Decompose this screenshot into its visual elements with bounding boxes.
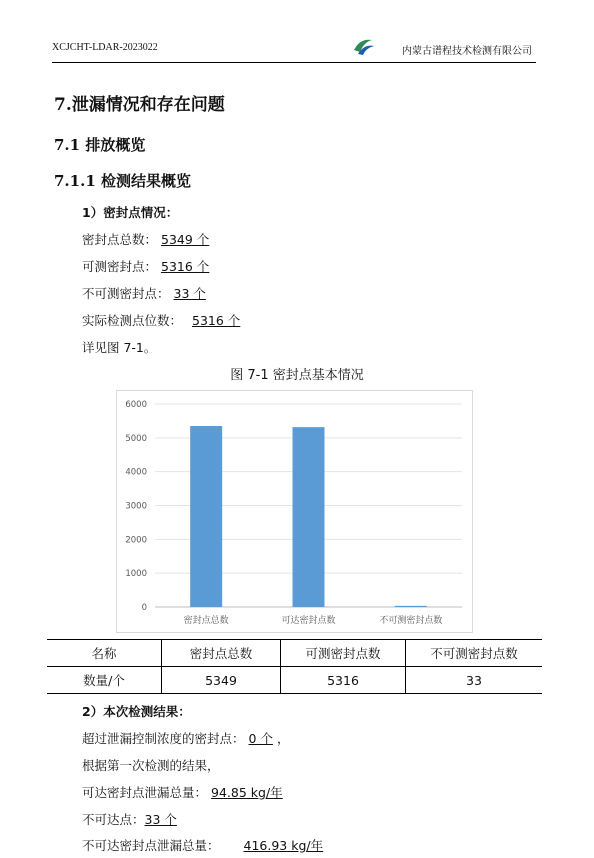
table-header-cell: 密封点总数: [162, 640, 281, 667]
section-heading-7-1: 7.1 排放概览: [54, 136, 146, 154]
section-heading-7: 7.泄漏情况和存在问题: [54, 95, 225, 115]
sealing-summary-table: [47, 639, 542, 694]
sealing-actual-label: 实际检测点位数：: [82, 313, 183, 328]
x-category-label: 不可测密封点数: [379, 616, 443, 626]
sealing-total-line: [82, 230, 213, 248]
bar: [395, 606, 427, 607]
x-category-label: 密封点总数: [183, 616, 229, 626]
exceed-suffix: ，: [276, 731, 290, 746]
reachable-leak-label: 可达密封点泄漏总量：: [82, 785, 208, 800]
unreachable-line: [82, 810, 181, 828]
x-category-label: 可达密封点数: [281, 616, 336, 626]
y-tick-label: 5000: [125, 433, 147, 444]
y-tick-label: 3000: [125, 501, 147, 512]
sealing-bar-chart: [116, 390, 473, 633]
y-tick-label: 6000: [125, 400, 147, 410]
unreachable-label: 不可达点：: [82, 812, 145, 827]
sealing-testable-label: 可测密封点：: [82, 259, 158, 274]
table-header-row: [47, 640, 542, 667]
document-code: XCJCHT-LDAR-2023022: [52, 42, 158, 53]
sealing-testable-line: [82, 257, 213, 275]
reachable-leak-value: 94.85 kg/年: [211, 785, 283, 800]
sealing-total-label: 密封点总数：: [82, 232, 158, 247]
unreachable-leak-label: 不可达密封点泄漏总量：: [82, 838, 220, 853]
company-logo-icon: [352, 36, 376, 56]
sealing-subtitle: 1）密封点情况：: [82, 205, 179, 220]
table-cell: 数量/个: [47, 667, 162, 694]
sealing-testable-value: 5316 个: [161, 259, 210, 274]
table-header-cell: 不可测密封点数: [406, 640, 543, 667]
y-tick-label: 2000: [125, 535, 147, 546]
table-cell: 33: [406, 667, 543, 694]
company-name: 内蒙古谱程技术检测有限公司: [402, 46, 532, 57]
y-tick-label: 1000: [125, 569, 147, 580]
section-heading-7-1-1: 7.1.1 检测结果概览: [54, 172, 191, 190]
header-divider: [52, 62, 536, 63]
sealing-actual-value: 5316 个: [192, 313, 241, 328]
sealing-actual-line: [82, 311, 244, 329]
table-header-cell: 名称: [47, 640, 162, 667]
bar: [190, 426, 222, 607]
exceed-value: 0 个: [248, 731, 273, 746]
sealing-untestable-value: 33 个: [173, 286, 206, 301]
reachable-leak-line: [82, 783, 287, 801]
sealing-total-value: 5349 个: [161, 232, 210, 247]
page-header: [52, 38, 536, 62]
bar: [293, 427, 325, 607]
table-cell: 5316: [281, 667, 406, 694]
y-tick-label: 4000: [125, 467, 147, 478]
table-header-cell: 可测密封点数: [281, 640, 406, 667]
figure-caption: 图 7-1 密封点基本情况: [230, 368, 364, 383]
chart-svg: [117, 391, 474, 634]
sealing-untestable-line: [82, 284, 210, 302]
results-subtitle: 2）本次检测结果：: [82, 704, 191, 719]
exceed-label: 超过泄漏控制浓度的密封点：: [82, 731, 245, 746]
table-row: [47, 667, 542, 694]
y-tick-label: 0: [141, 603, 147, 613]
table-cell: 5349: [162, 667, 281, 694]
sealing-untestable-label: 不可测密封点：: [82, 286, 170, 301]
unreachable-value: 33 个: [144, 812, 177, 827]
unreachable-leak-value: 416.93 kg/年: [243, 838, 324, 853]
exceed-line: [82, 729, 289, 747]
see-figure-text: 详见图 7-1。: [82, 340, 157, 355]
unreachable-leak-line: [82, 836, 327, 854]
first-detection-text: 根据第一次检测的结果，: [82, 758, 220, 773]
